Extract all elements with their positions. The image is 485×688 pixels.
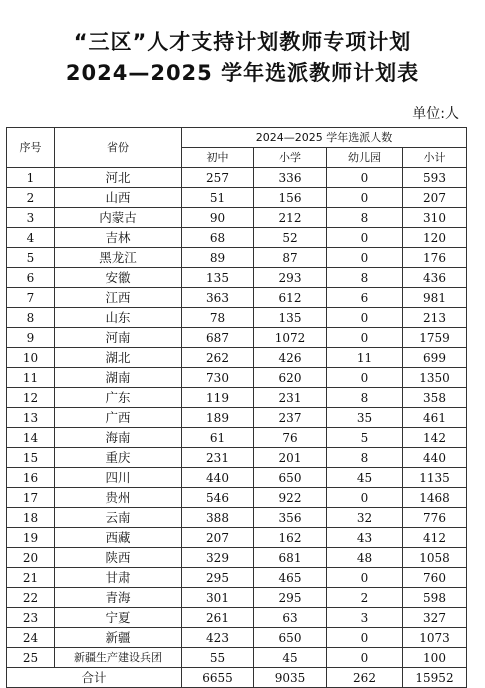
table-row — [7, 448, 467, 468]
row-kindergarten: 0 — [327, 328, 403, 348]
total-label: 合计 — [7, 668, 182, 688]
row-province: 湖北 — [55, 348, 182, 368]
row-primary: 922 — [254, 488, 327, 508]
row-kindergarten: 0 — [327, 368, 403, 388]
row-subtotal: 1759 — [403, 328, 467, 348]
row-subtotal: 100 — [403, 648, 467, 668]
row-province: 安徽 — [55, 268, 182, 288]
row-primary: 63 — [254, 608, 327, 628]
row-junior: 730 — [182, 368, 254, 388]
total-primary: 9035 — [254, 668, 327, 688]
row-primary: 612 — [254, 288, 327, 308]
row-primary: 1072 — [254, 328, 327, 348]
row-kindergarten: 0 — [327, 248, 403, 268]
row-seq: 15 — [7, 448, 55, 468]
row-seq: 1 — [7, 168, 55, 188]
row-province: 江西 — [55, 288, 182, 308]
row-kindergarten: 43 — [327, 528, 403, 548]
row-province: 甘肃 — [55, 568, 182, 588]
row-subtotal: 1135 — [403, 468, 467, 488]
table-row — [7, 428, 467, 448]
row-junior: 78 — [182, 308, 254, 328]
row-kindergarten: 11 — [327, 348, 403, 368]
row-subtotal: 699 — [403, 348, 467, 368]
table-row — [7, 168, 467, 188]
row-subtotal: 440 — [403, 448, 467, 468]
row-province: 山东 — [55, 308, 182, 328]
row-province: 河南 — [55, 328, 182, 348]
row-seq: 25 — [7, 648, 55, 668]
row-primary: 237 — [254, 408, 327, 428]
row-primary: 201 — [254, 448, 327, 468]
row-junior: 329 — [182, 548, 254, 568]
table-row — [7, 308, 467, 328]
table-row — [7, 268, 467, 288]
row-seq: 6 — [7, 268, 55, 288]
row-junior: 189 — [182, 408, 254, 428]
row-primary: 356 — [254, 508, 327, 528]
row-subtotal: 436 — [403, 268, 467, 288]
header-subtotal: 小计 — [403, 148, 467, 168]
row-province: 湖南 — [55, 368, 182, 388]
row-seq: 12 — [7, 388, 55, 408]
row-province: 内蒙古 — [55, 208, 182, 228]
plan-table — [6, 127, 467, 688]
table-row — [7, 548, 467, 568]
row-province: 重庆 — [55, 448, 182, 468]
row-primary: 135 — [254, 308, 327, 328]
row-province: 河北 — [55, 168, 182, 188]
row-primary: 162 — [254, 528, 327, 548]
row-kindergarten: 8 — [327, 268, 403, 288]
row-junior: 68 — [182, 228, 254, 248]
row-primary: 52 — [254, 228, 327, 248]
header-junior: 初中 — [182, 148, 254, 168]
row-seq: 17 — [7, 488, 55, 508]
row-kindergarten: 48 — [327, 548, 403, 568]
table-row — [7, 388, 467, 408]
unit-label: 单位:人 — [412, 106, 459, 122]
total-subtotal: 15952 — [403, 668, 467, 688]
row-junior: 546 — [182, 488, 254, 508]
row-junior: 687 — [182, 328, 254, 348]
row-kindergarten: 0 — [327, 168, 403, 188]
table-row — [7, 408, 467, 428]
row-seq: 10 — [7, 348, 55, 368]
row-kindergarten: 32 — [327, 508, 403, 528]
row-province: 青海 — [55, 588, 182, 608]
row-junior: 423 — [182, 628, 254, 648]
table-row — [7, 588, 467, 608]
row-kindergarten: 0 — [327, 628, 403, 648]
header-primary: 小学 — [254, 148, 327, 168]
row-kindergarten: 2 — [327, 588, 403, 608]
table-row — [7, 328, 467, 348]
row-seq: 3 — [7, 208, 55, 228]
row-primary: 336 — [254, 168, 327, 188]
row-primary: 681 — [254, 548, 327, 568]
row-kindergarten: 8 — [327, 448, 403, 468]
row-province: 吉林 — [55, 228, 182, 248]
header-group: 2024—2025 学年选派人数 — [182, 128, 467, 148]
row-seq: 24 — [7, 628, 55, 648]
row-junior: 440 — [182, 468, 254, 488]
row-junior: 55 — [182, 648, 254, 668]
table-row — [7, 368, 467, 388]
header-kindergarten: 幼儿园 — [327, 148, 403, 168]
row-primary: 156 — [254, 188, 327, 208]
row-province: 海南 — [55, 428, 182, 448]
row-province: 宁夏 — [55, 608, 182, 628]
row-junior: 257 — [182, 168, 254, 188]
row-junior: 207 — [182, 528, 254, 548]
row-subtotal: 776 — [403, 508, 467, 528]
row-subtotal: 358 — [403, 388, 467, 408]
row-junior: 119 — [182, 388, 254, 408]
row-seq: 11 — [7, 368, 55, 388]
table-row — [7, 288, 467, 308]
table-body — [7, 168, 467, 668]
row-kindergarten: 0 — [327, 488, 403, 508]
row-kindergarten: 0 — [327, 648, 403, 668]
row-subtotal: 176 — [403, 248, 467, 268]
row-subtotal: 598 — [403, 588, 467, 608]
row-subtotal: 760 — [403, 568, 467, 588]
table-row — [7, 608, 467, 628]
row-subtotal: 593 — [403, 168, 467, 188]
row-province: 新疆生产建设兵团 — [55, 648, 182, 668]
row-subtotal: 1350 — [403, 368, 467, 388]
row-subtotal: 981 — [403, 288, 467, 308]
row-province: 新疆 — [55, 628, 182, 648]
table-row — [7, 208, 467, 228]
row-subtotal: 142 — [403, 428, 467, 448]
table-row — [7, 468, 467, 488]
row-province: 西藏 — [55, 528, 182, 548]
row-province: 黑龙江 — [55, 248, 182, 268]
table-row — [7, 348, 467, 368]
row-junior: 295 — [182, 568, 254, 588]
row-subtotal: 120 — [403, 228, 467, 248]
table-row — [7, 528, 467, 548]
row-junior: 261 — [182, 608, 254, 628]
row-seq: 14 — [7, 428, 55, 448]
row-kindergarten: 8 — [327, 388, 403, 408]
row-junior: 51 — [182, 188, 254, 208]
row-province: 山西 — [55, 188, 182, 208]
row-kindergarten: 6 — [327, 288, 403, 308]
row-subtotal: 207 — [403, 188, 467, 208]
row-junior: 89 — [182, 248, 254, 268]
row-kindergarten: 0 — [327, 308, 403, 328]
row-seq: 5 — [7, 248, 55, 268]
table-row — [7, 488, 467, 508]
row-subtotal: 412 — [403, 528, 467, 548]
row-kindergarten: 45 — [327, 468, 403, 488]
row-seq: 22 — [7, 588, 55, 608]
total-kindergarten: 262 — [327, 668, 403, 688]
row-primary: 620 — [254, 368, 327, 388]
total-junior: 6655 — [182, 668, 254, 688]
table-row — [7, 568, 467, 588]
row-junior: 363 — [182, 288, 254, 308]
row-primary: 426 — [254, 348, 327, 368]
row-seq: 13 — [7, 408, 55, 428]
row-province: 陕西 — [55, 548, 182, 568]
row-kindergarten: 0 — [327, 188, 403, 208]
table-row — [7, 628, 467, 648]
row-primary: 650 — [254, 468, 327, 488]
row-kindergarten: 8 — [327, 208, 403, 228]
row-kindergarten: 0 — [327, 568, 403, 588]
row-primary: 45 — [254, 648, 327, 668]
row-kindergarten: 35 — [327, 408, 403, 428]
row-province: 云南 — [55, 508, 182, 528]
row-subtotal: 461 — [403, 408, 467, 428]
row-junior: 262 — [182, 348, 254, 368]
row-subtotal: 1058 — [403, 548, 467, 568]
row-seq: 4 — [7, 228, 55, 248]
table-row — [7, 508, 467, 528]
header-seq: 序号 — [7, 128, 55, 168]
row-seq: 2 — [7, 188, 55, 208]
row-junior: 301 — [182, 588, 254, 608]
row-subtotal: 1468 — [403, 488, 467, 508]
row-primary: 650 — [254, 628, 327, 648]
row-junior: 135 — [182, 268, 254, 288]
document-title: “三区”人才支持计划教师专项计划 — [73, 30, 412, 54]
row-seq: 8 — [7, 308, 55, 328]
row-kindergarten: 3 — [327, 608, 403, 628]
row-primary: 295 — [254, 588, 327, 608]
row-seq: 21 — [7, 568, 55, 588]
row-primary: 76 — [254, 428, 327, 448]
total-row — [7, 668, 467, 688]
row-junior: 90 — [182, 208, 254, 228]
row-junior: 231 — [182, 448, 254, 468]
row-primary: 293 — [254, 268, 327, 288]
table-row — [7, 648, 467, 668]
row-kindergarten: 5 — [327, 428, 403, 448]
row-seq: 18 — [7, 508, 55, 528]
row-subtotal: 327 — [403, 608, 467, 628]
header-province: 省份 — [55, 128, 182, 168]
row-province: 四川 — [55, 468, 182, 488]
row-primary: 465 — [254, 568, 327, 588]
row-primary: 87 — [254, 248, 327, 268]
row-seq: 20 — [7, 548, 55, 568]
row-seq: 16 — [7, 468, 55, 488]
row-province: 广西 — [55, 408, 182, 428]
row-primary: 212 — [254, 208, 327, 228]
document-subtitle: 2024—2025 学年选派教师计划表 — [65, 61, 420, 85]
table-row — [7, 188, 467, 208]
row-seq: 19 — [7, 528, 55, 548]
row-subtotal: 213 — [403, 308, 467, 328]
row-seq: 7 — [7, 288, 55, 308]
row-province: 贵州 — [55, 488, 182, 508]
row-junior: 388 — [182, 508, 254, 528]
row-province: 广东 — [55, 388, 182, 408]
row-subtotal: 1073 — [403, 628, 467, 648]
row-seq: 9 — [7, 328, 55, 348]
table-row — [7, 228, 467, 248]
table-row — [7, 248, 467, 268]
row-kindergarten: 0 — [327, 228, 403, 248]
row-primary: 231 — [254, 388, 327, 408]
row-subtotal: 310 — [403, 208, 467, 228]
row-seq: 23 — [7, 608, 55, 628]
row-junior: 61 — [182, 428, 254, 448]
